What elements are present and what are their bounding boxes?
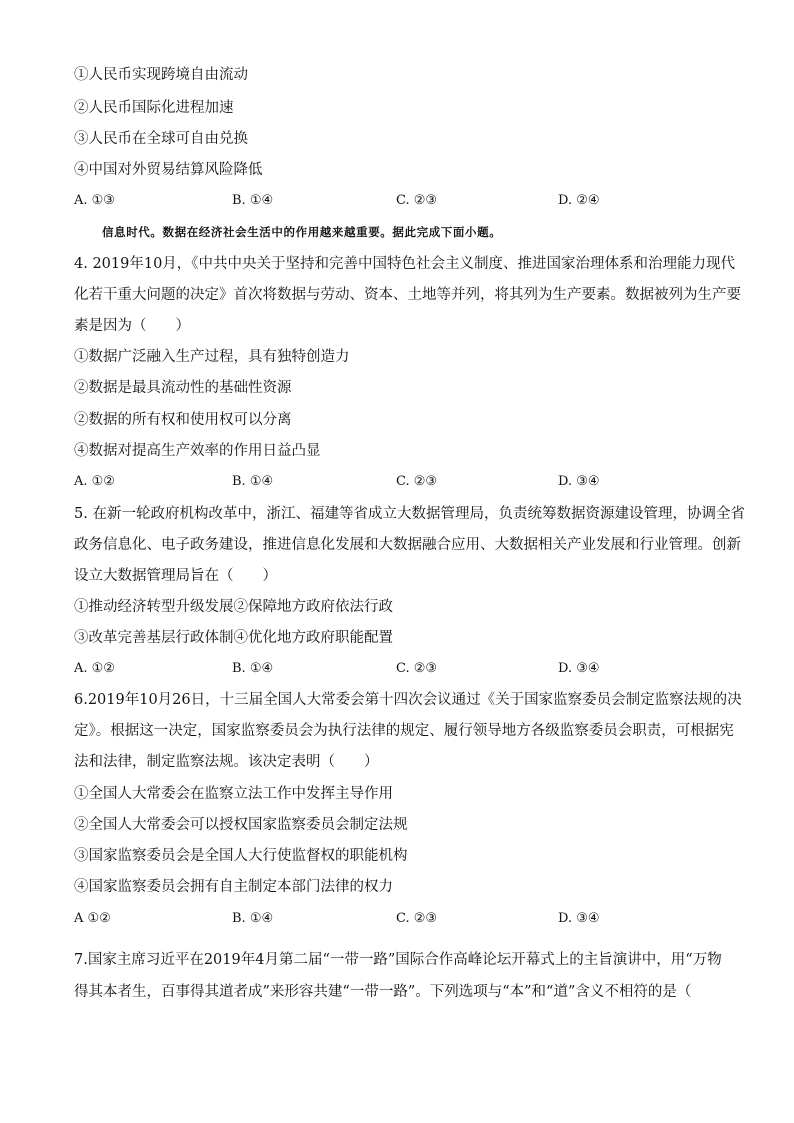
q4-stem-line-2: 化若干重大问题的决定》首次将数据与劳动、资本、土地等并列，将其列为生产要素。数据被列为生产要 (74, 287, 741, 303)
q3-option-a: A. ①③ (74, 193, 115, 208)
q4-option-b: B. ①④ (232, 474, 274, 489)
q6-item-3: ③国家监察委员会是全国人大行使监督权的职能机构 (74, 848, 408, 864)
q5-item-2: ③改革完善基层行政体制④优化地方政府职能配置 (74, 630, 393, 646)
q6-option-c: C. ②③ (396, 911, 438, 926)
q4-item-3: ②数据的所有权和使用权可以分离 (74, 412, 292, 428)
q5-option-d: D. ③④ (558, 661, 600, 676)
q5-stem-line-2: 政务信息化、电子政务建设，推进信息化发展和大数据融合应用、大数据相关产业发展和行业管理。创新 (74, 537, 741, 553)
q4-option-d: D. ③④ (558, 474, 600, 489)
q4-item-2: ②数据是最具流动性的基础性资源 (74, 380, 292, 396)
q3-options (74, 191, 724, 211)
q6-options (74, 909, 724, 929)
q4-item-1: ①数据广泛融入生产过程，具有独特创造力 (74, 349, 350, 365)
q6-stem-line-2: 定》。根据这一决定，国家监察委员会为执行法律的规定、履行领导地方各级监察委员会职责，可根据宪 (74, 723, 734, 739)
q4-options (74, 472, 724, 492)
q6-option-a: A ①② (74, 911, 111, 926)
q3-item-1: ①人民币实现跨境自由流动 (74, 67, 248, 83)
q6-stem-line-3: 法和法律，制定监察法规。该决定表明（ ） (74, 754, 379, 770)
q3-option-c: C. ②③ (396, 193, 438, 208)
q6-option-d: D. ③④ (558, 911, 600, 926)
q5-stem-line-1: 5. 在新一轮政府机构改革中，浙江、福建等省成立大数据管理局，负责统筹数据资源建设管理，协调全省 (74, 506, 745, 522)
q5-option-b: B. ①④ (232, 661, 274, 676)
q7-stem-line-2: 得其本者生，百事得其道者成”来形容共建“一带一路”。下列选项与“本”和“道”含义不相符的是（ (74, 984, 692, 1000)
q5-option-c: C. ②③ (396, 661, 438, 676)
q5-option-a: A. ①② (74, 661, 115, 676)
q5-stem-line-3: 设立大数据管理局旨在（ ） (74, 568, 277, 584)
q4-option-a: A. ①② (74, 474, 115, 489)
q3-option-b: B. ①④ (232, 193, 274, 208)
q4-stem-line-3: 素是因为（ ） (74, 318, 190, 334)
q6-item-2: ②全国人大常委会可以授权国家监察委员会制定法规 (74, 817, 408, 833)
q6-option-b: B. ①④ (232, 911, 274, 926)
q6-item-1: ①全国人大常委会在监察立法工作中发挥主导作用 (74, 786, 393, 802)
section-intro: 信息时代。数据在经济社会生活中的作用越来越重要。据此完成下面小题。 (102, 225, 502, 239)
q3-item-4: ④中国对外贸易结算风险降低 (74, 162, 263, 178)
q7-stem-line-1: 7.国家主席习近平在2019年4月第二届“一带一路”国际合作高峰论坛开幕式上的主旨演讲中，用“万物 (74, 952, 722, 968)
q3-item-2: ②人民币国际化进程加速 (74, 100, 234, 116)
q5-item-1: ①推动经济转型升级发展②保障地方政府依法行政 (74, 599, 393, 615)
q3-option-d: D. ②④ (558, 193, 600, 208)
q5-options (74, 659, 724, 679)
q6-stem-line-1: 6.2019年10月26日，十三届全国人大常委会第十四次会议通过《关于国家监察委员会制定监察法规的决 (74, 692, 742, 708)
q4-stem-line-1: 4. 2019年10月，《中共中央关于坚持和完善中国特色社会主义制度、推进国家治理体系和治理能力现代 (74, 256, 736, 272)
q6-item-4: ④国家监察委员会拥有自主制定本部门法律的权力 (74, 879, 393, 895)
q3-item-3: ③人民币在全球可自由兑换 (74, 131, 248, 147)
q4-item-4: ④数据对提高生产效率的作用日益凸显 (74, 443, 321, 459)
q4-option-c: C. ②③ (396, 474, 438, 489)
